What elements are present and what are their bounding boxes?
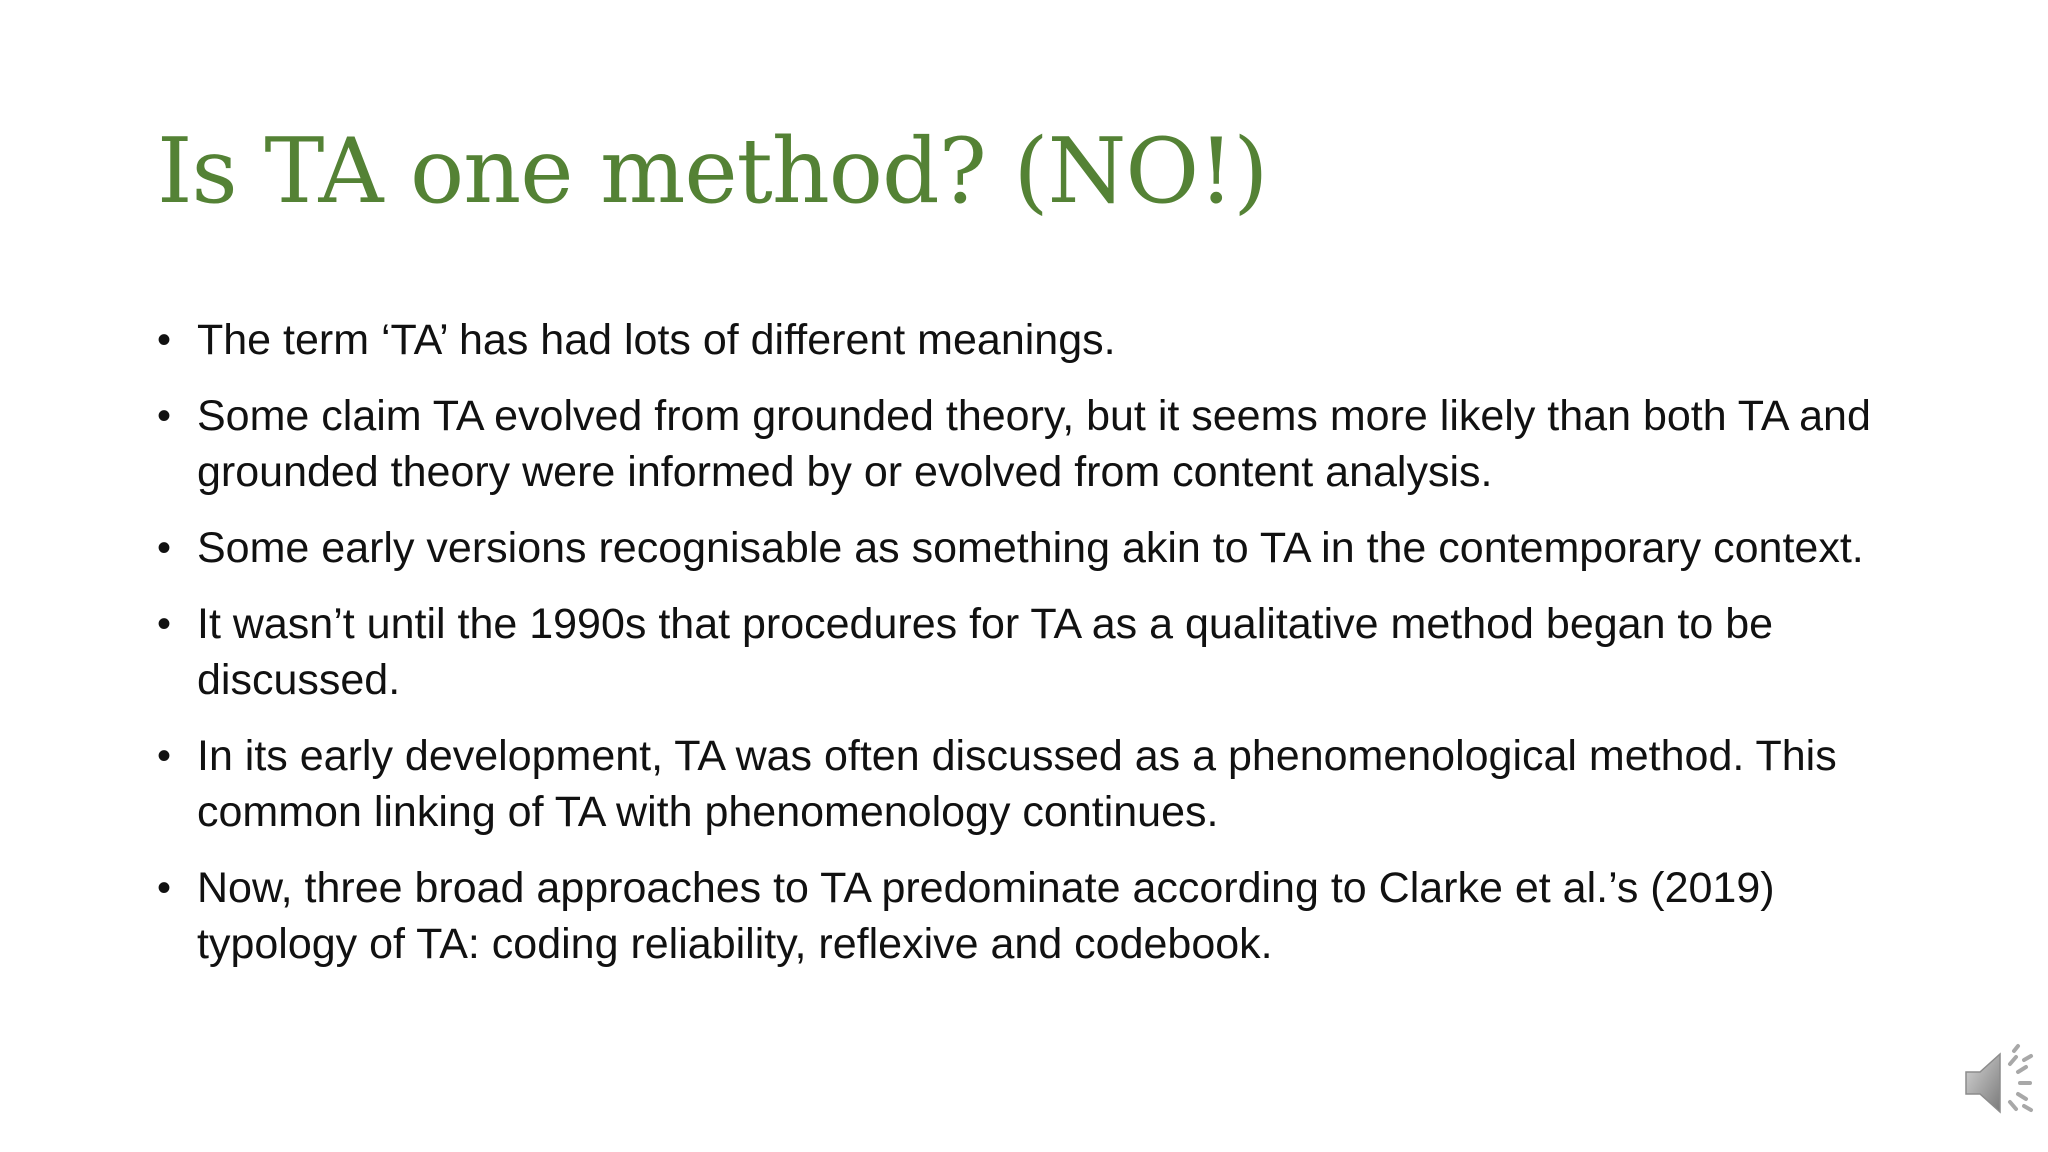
speaker-icon-svg <box>1960 1042 2042 1124</box>
slide-title: Is TA one method? (NO!) <box>157 119 1268 224</box>
bullet-text: Some claim TA evolved from grounded theory, but it seems more likely than both TA and grounded theory were informed by or evolved from content analysis. <box>197 392 1871 496</box>
bullet-text: It wasn’t until the 1990s that procedures for TA as a qualitative method began to be discussed. <box>197 600 1774 704</box>
bullet-text: Some early versions recognisable as something akin to TA in the contemporary context. <box>197 524 1864 572</box>
bullet-marker: • <box>157 602 172 646</box>
bullet-item <box>157 388 1897 500</box>
bullet-item <box>157 860 1897 972</box>
bullet-marker: • <box>157 394 172 438</box>
bullet-item <box>157 596 1897 708</box>
bullet-text: In its early development, TA was often discussed as a phenomenological method. This common linking of TA with phenomenology continues. <box>197 732 1837 836</box>
bullet-item <box>157 520 1897 576</box>
bullet-text: Now, three broad approaches to TA predominate according to Clarke et al.’s (2019) typology of TA: coding reliability, reflexive and codebook. <box>197 864 1775 968</box>
bullet-item <box>157 728 1897 840</box>
bullet-text: The term ‘TA’ has had lots of different meanings. <box>197 316 1116 364</box>
bullet-marker: • <box>157 526 172 570</box>
speaker-icon[interactable] <box>1960 1042 2042 1124</box>
bullet-list <box>157 312 1897 992</box>
bullet-item <box>157 312 1897 368</box>
bullet-marker: • <box>157 734 172 778</box>
bullet-marker: • <box>157 318 172 362</box>
bullet-marker: • <box>157 866 172 910</box>
